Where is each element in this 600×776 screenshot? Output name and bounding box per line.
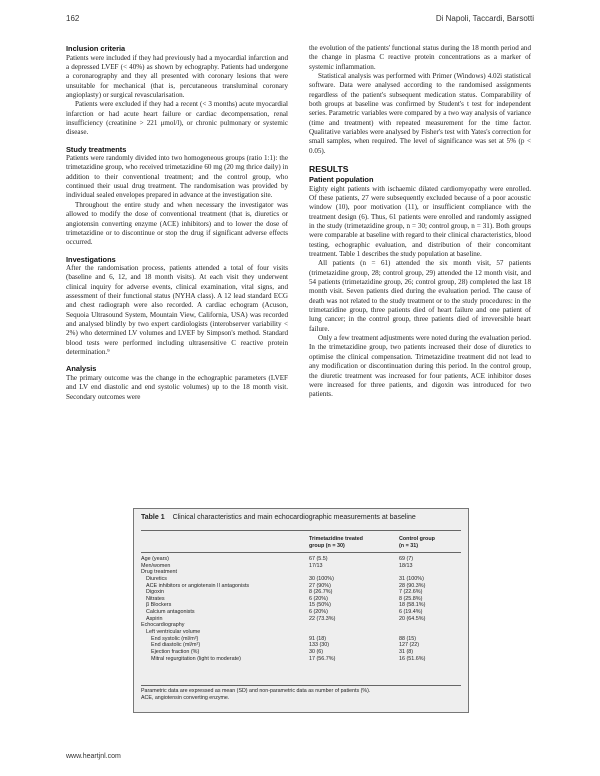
- table-cell-trimetazidine: 30 (100%): [309, 575, 334, 582]
- table-row-label: Digoxin: [146, 589, 164, 596]
- table-cell-trimetazidine: 30 (6): [309, 648, 324, 655]
- table-row-label: End systolic (ml/m²): [151, 635, 199, 642]
- table-cell-trimetazidine: 67 (5.5): [309, 556, 328, 562]
- inclusion-paragraph-2: Patients were excluded if they had a recent (< 3 months) acute myocardial infarction or had acute heart failure or cardiac decompensation, renal insufficiency (creatinine > 221 μmol/l), or chronic pulmonary or systemic disease.: [66, 100, 288, 137]
- table-cell-control: 8 (25.8%): [399, 595, 423, 602]
- table-footnote: [141, 688, 461, 702]
- left-column: [66, 44, 288, 402]
- study-paragraph-1: Patients were randomly divided into two homogeneous groups (ratio 1:1): the trimetazidine group, who received trimetazidine 60 mg (20 mg thrice daily) in addition to their conventional treatment; and the control group, who continued their usual drug treatment. The randomisation was provided by individual sealed envelopes prepared in advance at the investigation site.: [66, 154, 288, 200]
- table-row-label: Drug treatment: [141, 569, 177, 576]
- results-heading: RESULTS: [309, 164, 349, 175]
- population-paragraph-3: Only a few treatment adjustments were noted during the evaluation period. In the trimetazidine group, two patients increased their dose of diuretics to optimise the clinical compensation. Trimetazidine treatment did not lead to any modification or discontinuation during this period. In the control group, the diuretic treatment was increased for four patients, ACE inhibitor doses were increased for three patients, and digoxin was introduced for two patients.: [309, 334, 531, 399]
- investigations-paragraph: After the randomisation process, patients attended a total of four visits (baseline and 6, 12, and 18 month visits). At each visit they underwent clinical inquiry for adverse events, clinical examination, vital signs, and assessment of their functional status (NYHA class). A 12 lead standard ECG and chest radiograph were also recorded. A cardiac echogram (Acuson, Sequoia Ultrasound System, Mountain View, California, USA) was recorded and analysed blindly by two expert cardiologists (interobserver variability < 2%) who determined LV volumes and LVEF by Simpson's method. Standard blood tests were performed including ultrasensitive C reactive protein determination.⁹: [66, 264, 288, 357]
- table-title: [141, 514, 463, 521]
- study-treatments-heading: Study treatments: [66, 144, 127, 154]
- table-row: [141, 569, 461, 576]
- table-cell-control: 69 (7): [399, 556, 414, 562]
- patient-population-heading: Patient population: [309, 175, 374, 185]
- table-cell-trimetazidine: 17/13: [309, 562, 323, 569]
- table-row: [141, 649, 461, 656]
- table-top-rule: [141, 530, 461, 531]
- table-cell-control: 31 (100%): [399, 575, 424, 582]
- table-cell-trimetazidine: 22 (73.3%): [309, 615, 336, 622]
- table-cell-control: 7 (22.6%): [399, 589, 423, 596]
- table-body: [141, 556, 461, 662]
- table-row-label: Echocardiography: [141, 622, 185, 629]
- table-row-label: End diastolic (ml/m²): [151, 642, 201, 649]
- page-number: 162: [66, 14, 80, 23]
- table-row: [141, 656, 461, 663]
- table-row: [141, 556, 461, 563]
- table-row: [141, 609, 461, 616]
- table-cell-trimetazidine: 133 (30): [309, 642, 330, 649]
- study-paragraph-2: Throughout the entire study and when necessary the investigator was allowed to modify the dose of conventional treatment (that is, diuretics or angiotensin converting enzyme (ACE) inhibitors) and to lower the dose of trimetazidine or to discontinue or stop the drug if significant adverse effects occurred.: [66, 200, 288, 247]
- population-paragraph-2: All patients (n = 61) attended the six month visit, 57 patients (trimetazidine group, 28; control group, 29) attended the 12 month visit, and 54 patients (trimetazidine group, 26; control group, 28) completed the last 18 month visit. Seven patients died during the evaluation period. The cause of death was not related to the study treatment or to the study procedures: in the trimetazidine group, three patients died of heart failure and one patient of lung cancer; in the control group, three patients died of irreversible heart failure.: [309, 259, 531, 333]
- table-cell-control: 16 (51.6%): [399, 655, 426, 662]
- population-paragraph-1: Eighty eight patients with ischaemic dilated cardiomyopathy were enrolled. Of these patients, 27 were subsequently excluded because of a poor acoustic window (10), poor motivation (11), or insufficient compliance with the treatment design (6). Thus, 61 patients were enrolled and randomly assigned in the study (trimetazidine group, n = 30; control group, n = 31). Both groups were comparable at baseline with regard to their clinical characteristics, blood testing, echographic evaluation, and distribution of their concomitant treatment. Table 1 describes the study population at baseline.: [309, 184, 531, 259]
- table-row-label: β Blockers: [146, 602, 172, 609]
- table-footnote-line-2: ACE, angiotensin converting enzyme.: [141, 695, 230, 701]
- running-header: [66, 14, 534, 26]
- analysis-heading: Analysis: [66, 364, 97, 374]
- col-header-control: Control group (n = 31): [399, 536, 435, 549]
- table-row: [141, 636, 461, 643]
- col-header-trimetazidine: Trimetazidine treated group (n = 30): [309, 536, 363, 549]
- table-row: [141, 589, 461, 596]
- table-1: [133, 508, 469, 713]
- inclusion-heading: Inclusion criteria: [66, 44, 126, 53]
- table-row-label: Ejection fraction (%): [151, 648, 200, 655]
- inclusion-paragraph-1: Patients were included if they had previously had a myocardial infarction and a depressed LVEF (< 40%) as shown by echography. Patients had undergone a coronarography and they all presented with coronary lesions that were unsuitable for mechanical (that is, percutaneous transluminal coronary angioplasty) or surgical revascularisation.: [66, 53, 288, 99]
- table-row-label: Nitrates: [146, 595, 165, 602]
- table-cell-control: 31 (8): [399, 648, 414, 655]
- table-cell-control: 6 (19.4%): [399, 609, 423, 616]
- statistics-paragraph: Statistical analysis was performed with Primer (Windows) 4.02i statistical software. Data were analysed according to the randomised assignments regardless of the patient's subsequent medication status. Comparability of both groups at baseline was confirmed by Student's t test for independent series. Parametric variables were compared by a two way analysis of variance (time and treatment) with repeated measurement for the time factor. Qualitative variables were analysed by Fisher's test with Yates's correction for small samples, when required. The level of significance was set at 5% (p < 0.05).: [309, 72, 531, 155]
- table-row-label: ACE inhibitors or angiotensin II antagonists: [146, 582, 250, 589]
- analysis-paragraph: The primary outcome was the change in the echographic parameters (LVEF and LV end diastolic and end systolic volumes) up to the 18 month visit. Secondary outcomes were: [66, 373, 288, 401]
- table-row-label: Mitral regurgitation (light to moderate): [151, 655, 241, 662]
- table-row-label: Age (years): [141, 556, 169, 562]
- table-cell-control: 20 (64.5%): [399, 615, 426, 622]
- table-footnote-line-1: Parametric data are expressed as mean (SD) and non-parametric data as number of patients (%).: [141, 688, 371, 694]
- table-row: [141, 642, 461, 649]
- table-cell-trimetazidine: 6 (20%): [309, 595, 328, 602]
- right-column: [309, 44, 531, 400]
- table-row: [141, 602, 461, 609]
- investigations-heading: Investigations: [66, 254, 116, 264]
- table-cell-control: 18/13: [399, 562, 413, 569]
- table-caption: Clinical characteristics and main echocardiographic measurements at baseline: [172, 514, 416, 521]
- running-authors: Di Napoli, Taccardi, Barsotti: [435, 14, 534, 23]
- table-row-label: Calcium antagonists: [146, 609, 195, 616]
- table-row: [141, 629, 461, 636]
- table-cell-trimetazidine: 91 (18): [309, 635, 327, 642]
- table-row: [141, 596, 461, 603]
- table-row: [141, 616, 461, 623]
- table-row-label: Diuretics: [146, 575, 167, 582]
- table-header-rule: [141, 552, 461, 553]
- continued-paragraph: the evolution of the patients' functional status during the 18 month period and the change in plasma C reactive protein concentrations as a marker of systemic inflammation.: [309, 44, 531, 71]
- table-cell-control: 28 (90.3%): [399, 582, 426, 589]
- table-cell-trimetazidine: 15 (50%): [309, 602, 331, 609]
- table-label: Table 1: [141, 514, 165, 521]
- table-cell-trimetazidine: 6 (20%): [309, 609, 328, 616]
- table-row: [141, 576, 461, 583]
- table-row: [141, 622, 461, 629]
- table-cell-control: 88 (15): [399, 635, 417, 642]
- table-row: [141, 583, 461, 590]
- table-cell-trimetazidine: 8 (26.7%): [309, 589, 333, 596]
- table-cell-control: 18 (58.1%): [399, 602, 426, 609]
- table-cell-trimetazidine: 17 (56.7%): [309, 655, 336, 662]
- table-cell-control: 127 (22): [399, 642, 420, 649]
- table-row: [141, 563, 461, 570]
- table-bottom-rule: [141, 685, 461, 686]
- journal-url: www.heartjnl.com: [66, 753, 121, 760]
- table-cell-trimetazidine: 27 (90%): [309, 582, 331, 589]
- table-row-label: Left ventricular volume: [146, 629, 201, 636]
- table-row-label: Aspirin: [146, 615, 163, 622]
- table-row-label: Men/women: [141, 562, 171, 569]
